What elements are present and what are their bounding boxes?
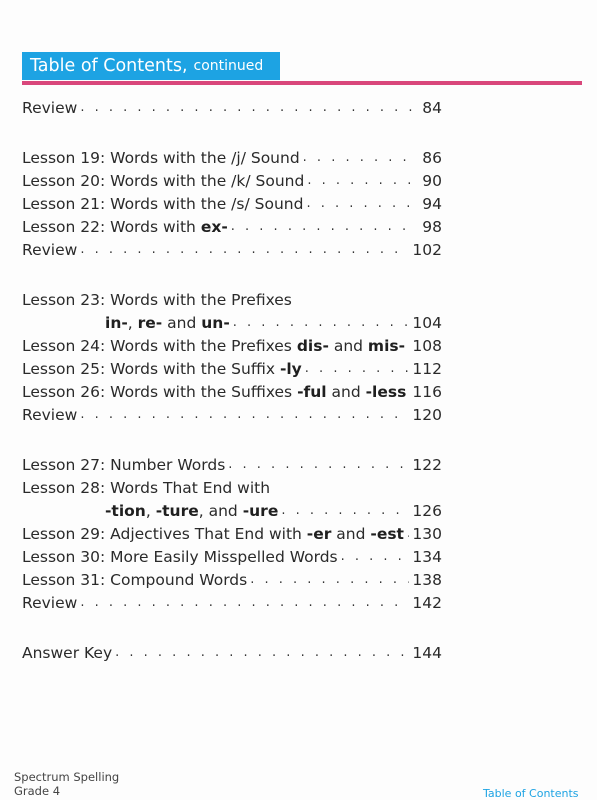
page-number: 94 (422, 195, 442, 213)
toc-entry-review-4[interactable]: Review . . . 142 (22, 591, 442, 613)
toc-entry-lesson-31[interactable]: Lesson 31: Compound Words . . . 138 (22, 568, 442, 590)
page-number: 102 (412, 241, 442, 259)
leader-dots (281, 501, 409, 521)
page-number: 130 (412, 525, 442, 543)
footer-section-name: Table of Contents (483, 787, 579, 800)
leader-dots (80, 593, 409, 613)
leader-dots (307, 171, 415, 191)
page-number: 122 (412, 456, 442, 474)
leader-dots (306, 194, 415, 214)
toc-entry-lesson-21[interactable]: Lesson 21: Words with the /s/ Sound . . . 94 (22, 192, 442, 214)
leader-dots (305, 359, 410, 379)
page-number: 90 (422, 172, 442, 190)
toc-entry-answer-key[interactable]: Answer Key . . . 144 (22, 641, 442, 663)
page-number: 138 (412, 571, 442, 589)
leader-dots (231, 217, 415, 237)
header-rule (22, 81, 582, 85)
toc-entry-lesson-28[interactable]: -tion, -ture, and -ure . . . 126 (22, 499, 442, 521)
footer-grade: Grade 4 (14, 784, 61, 798)
toc-entry-lesson-19[interactable]: Lesson 19: Words with the /j/ Sound . . . 86 (22, 146, 442, 168)
page-number: 86 (422, 149, 442, 167)
leader-dots (80, 405, 409, 425)
page-number: 112 (412, 360, 442, 378)
page-number: 116 (412, 383, 442, 401)
toc-entry-lesson-27[interactable]: Lesson 27: Number Words . . . 122 (22, 453, 442, 475)
leader-dots (250, 570, 409, 590)
page-number: 120 (412, 406, 442, 424)
section-header (22, 52, 280, 80)
leader-dots (233, 313, 410, 333)
footer-book-title: Spectrum Spelling (14, 770, 120, 784)
leader-dots (341, 547, 410, 567)
toc-entry-lesson-22[interactable]: Lesson 22: Words with ex- . . . 98 (22, 215, 442, 237)
toc-entry-lesson-23-title[interactable]: Lesson 23: Words with the Prefixes (22, 291, 292, 309)
page-title: Table of Contents, (30, 56, 188, 76)
leader-dots (115, 643, 409, 663)
toc-entry-lesson-23[interactable]: in-, re- and un- . . . 104 (22, 311, 442, 333)
leader-dots (407, 524, 409, 544)
leader-dots (303, 148, 415, 168)
toc-entry-review-3[interactable]: Review . . . 120 (22, 403, 442, 425)
toc-entry-review-1[interactable]: Review . . . 84 (22, 96, 442, 118)
leader-dots (80, 240, 409, 260)
toc-entry-lesson-24[interactable]: Lesson 24: Words with the Prefixes dis- and mis- . . . 108 (22, 334, 442, 356)
page-number: 104 (412, 314, 442, 332)
page-number: 144 (412, 644, 442, 662)
toc-entry-lesson-25[interactable]: Lesson 25: Words with the Suffix -ly . . . 112 (22, 357, 442, 379)
leader-dots (408, 336, 409, 356)
page-number: 84 (422, 99, 442, 117)
toc-entry-lesson-28-title[interactable]: Lesson 28: Words That End with (22, 479, 271, 497)
footer-book-info (14, 770, 119, 798)
toc-entry-lesson-26[interactable]: Lesson 26: Words with the Suffixes -ful and -less . . . 116 (22, 380, 442, 402)
leader-dots (228, 455, 409, 475)
page-number: 98 (422, 218, 442, 236)
page-number: 134 (412, 548, 442, 566)
page-number: 108 (412, 337, 442, 355)
leader-dots (80, 98, 415, 118)
toc-entry-review-2[interactable]: Review . . . 102 (22, 238, 442, 260)
toc-entry-lesson-20[interactable]: Lesson 20: Words with the /k/ Sound . . . 90 (22, 169, 442, 191)
page-subtitle: continued (193, 58, 264, 74)
toc-entry-lesson-30[interactable]: Lesson 30: More Easily Misspelled Words . . . 134 (22, 545, 442, 567)
toc-entry-lesson-29[interactable]: Lesson 29: Adjectives That End with -er and -est . . . 130 (22, 522, 442, 544)
page-number: 126 (412, 502, 442, 520)
page-number: 142 (412, 594, 442, 612)
